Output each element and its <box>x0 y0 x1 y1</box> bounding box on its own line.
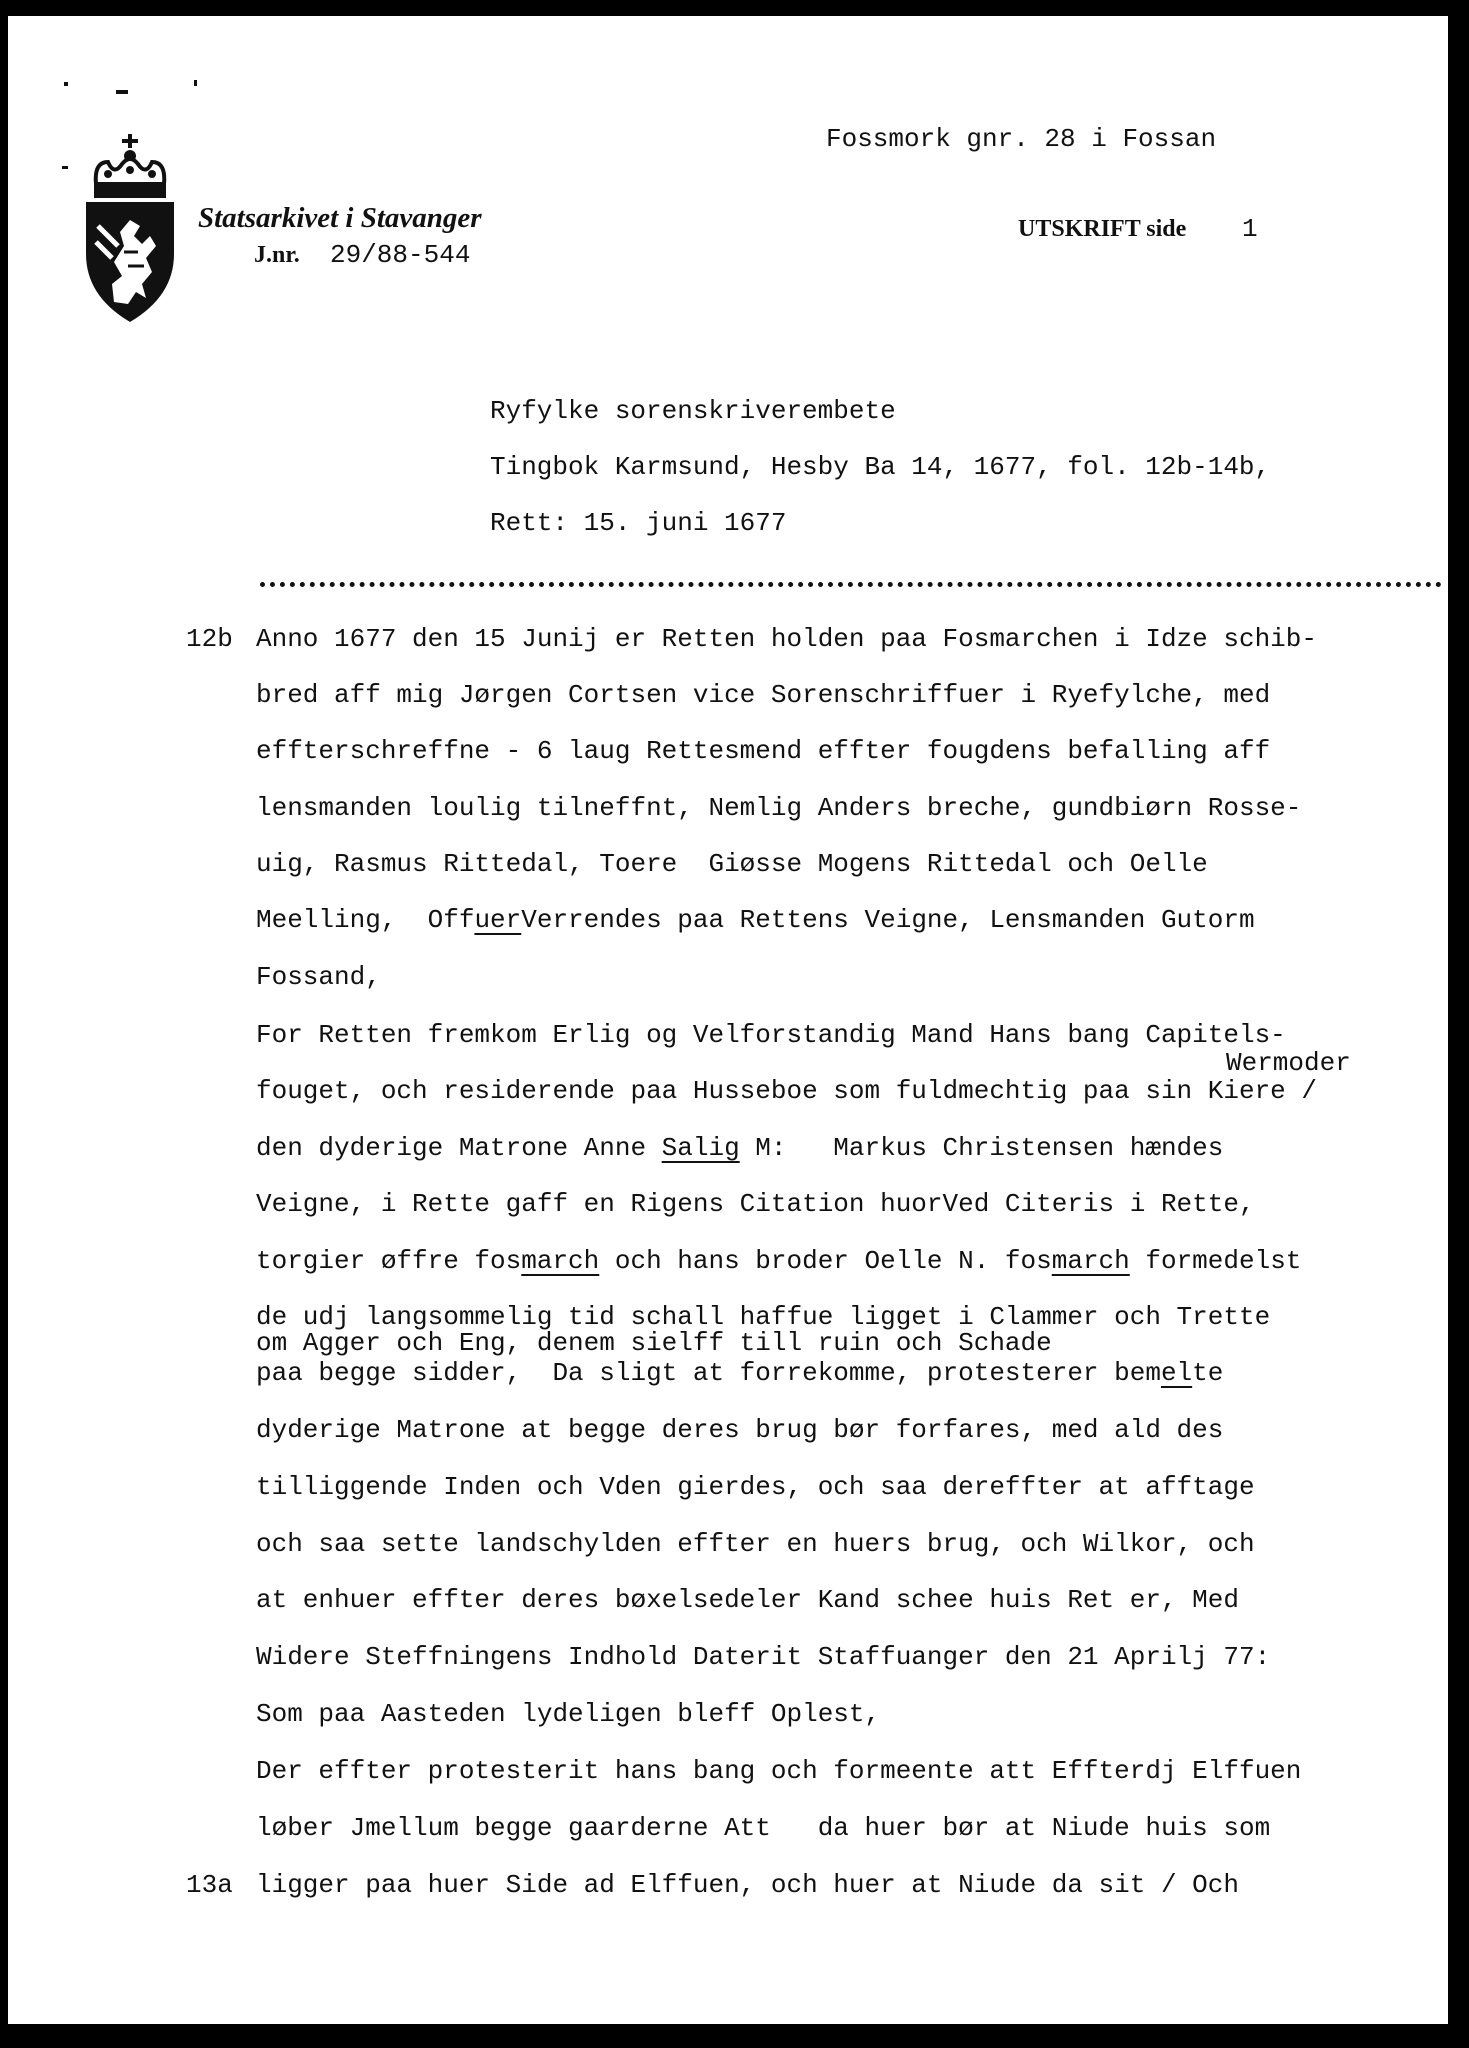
scan-mark <box>116 90 128 94</box>
transcript-line: lensmanden loulig tilneffnt, Nemlig Anders breche, gundbiørn Rosse- <box>256 793 1302 823</box>
transcript-line: tilliggende Inden och Vden gierdes, och saa dereffter at afftage <box>256 1472 1255 1502</box>
scan-mark <box>64 82 68 86</box>
folio-marker: 12b <box>186 624 233 654</box>
transcript-line: Der effter protesterit hans bang och formeente att Effterdj Elffuen <box>256 1756 1302 1786</box>
transcript-line: den dyderige Matrone Anne Salig M: Markus Christensen hændes <box>256 1133 1224 1163</box>
source-office: Ryfylke sorenskriverembete <box>490 396 896 426</box>
property-heading: Fossmork gnr. 28 i Fossan <box>826 124 1217 154</box>
transcript-line: paa begge sidder, Da sligt at forrekomme, protesterer bemelte <box>256 1358 1224 1388</box>
transcript-line: Fossand, <box>256 962 381 992</box>
folio-marker: 13a <box>186 1870 233 1900</box>
utskrift-label: UTSKRIFT side <box>1018 216 1187 242</box>
transcript-line: torgier øffre fosmarch och hans broder Oelle N. fosmarch formedelst <box>256 1246 1302 1276</box>
transcript-line: Meelling, OffuerVerrendes paa Rettens Veigne, Lensmanden Gutorm <box>256 905 1255 935</box>
transcript-line: Veigne, i Rette gaff en Rigens Citation huorVed Citeris i Rette, <box>256 1189 1255 1219</box>
dotted-separator <box>260 582 1442 587</box>
norwegian-coat-of-arms-icon <box>84 134 176 324</box>
transcript-line: och saa sette landschylden effter en huers brug, och Wilkor, och <box>256 1529 1255 1559</box>
archive-name: Statsarkivet i Stavanger <box>198 202 482 234</box>
journal-number-label: J.nr. <box>254 242 300 268</box>
transcript-line: bred aff mig Jørgen Cortsen vice Sorenschriffuer i Ryefylche, med <box>256 680 1271 710</box>
transcript-line: om Agger och Eng, denem sielff till ruin och Schade <box>256 1328 1052 1358</box>
transcript-line: fouget, och residerende paa Husseboe som fuldmechtig paa sin Kiere / <box>256 1076 1317 1106</box>
document-page <box>8 16 1448 2024</box>
transcript-line: de udj langsommelig tid schall haffue ligget i Clammer och Trette <box>256 1302 1271 1332</box>
journal-number: 29/88-544 <box>330 240 471 270</box>
scan-mark <box>62 166 68 169</box>
transcript-line: Som paa Aasteden lydeligen bleff Oplest, <box>256 1699 881 1729</box>
transcript-line: For Retten fremkom Erlig og Velforstandig Mand Hans bang Capitels- <box>256 1020 1286 1050</box>
transcript-line: løber Jmellum begge gaarderne Att da huer bør at Niude huis som <box>256 1813 1271 1843</box>
transcript-line: Widere Steffningens Indhold Daterit Staffuanger den 21 Aprilj 77: <box>256 1642 1271 1672</box>
transcript-line: dyderige Matrone at begge deres brug bør forfares, med ald des <box>256 1415 1224 1445</box>
transcript-line: Anno 1677 den 15 Junij er Retten holden paa Fosmarchen i Idze schib- <box>256 624 1317 654</box>
transcript-line: at enhuer effter deres bøxelsedeler Kand schee huis Ret er, Med <box>256 1585 1239 1615</box>
source-book: Tingbok Karmsund, Hesby Ba 14, 1677, fol. 12b-14b, <box>490 452 1271 482</box>
page-number: 1 <box>1242 214 1258 244</box>
scan-mark <box>194 80 197 86</box>
transcript-line: ligger paa huer Side ad Elffuen, och huer at Niude da sit / Och <box>256 1870 1239 1900</box>
court-date: Rett: 15. juni 1677 <box>490 508 787 538</box>
transcript-line: uig, Rasmus Rittedal, Toere Giøsse Mogens Rittedal och Oelle <box>256 849 1208 879</box>
interlinear-insertion: Wermoder <box>1226 1048 1351 1078</box>
transcript-line: effterschreffne - 6 laug Rettesmend effter fougdens befalling aff <box>256 736 1271 766</box>
